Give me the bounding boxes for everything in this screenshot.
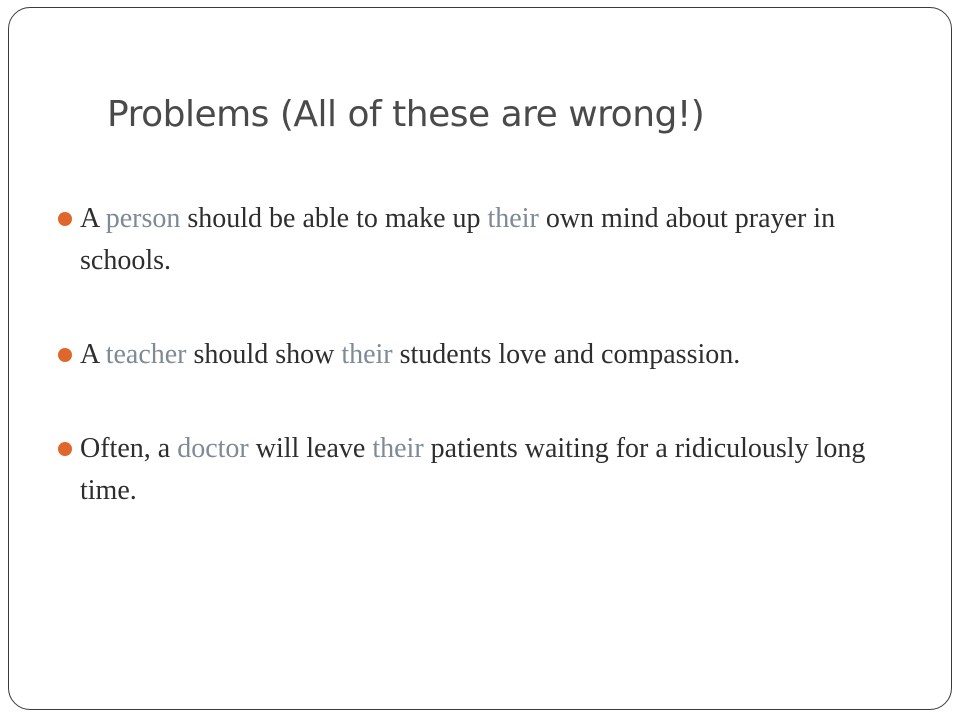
text-segment: students love and compassion.	[392, 339, 741, 370]
highlighted-word: their	[372, 433, 424, 464]
bullet-dot-icon	[58, 348, 72, 362]
bullet-dot-icon	[58, 442, 72, 456]
bullet-dot-icon	[58, 212, 72, 226]
text-segment: should show	[186, 339, 342, 370]
text-segment: Often, a	[80, 433, 178, 464]
slide-title: Problems (All of these are wrong!)	[107, 94, 705, 135]
text-segment: A	[80, 339, 106, 370]
highlighted-word: doctor	[177, 433, 249, 464]
text-segment: A	[80, 203, 106, 234]
text-segment: will leave	[248, 433, 373, 464]
slide	[8, 7, 952, 710]
bullet-item	[55, 428, 915, 512]
bullet-text	[80, 433, 865, 506]
text-segment: should be able to make up	[180, 203, 488, 234]
highlighted-word: their	[341, 339, 393, 370]
highlighted-word: their	[487, 203, 539, 234]
bullet-text	[80, 203, 835, 276]
highlighted-word: teacher	[105, 339, 187, 370]
bullet-item	[55, 334, 915, 376]
bullet-text	[80, 339, 740, 370]
text-segment: own mind about prayer in schools.	[80, 203, 836, 276]
text-segment: patients waiting for a ridiculously long time.	[80, 433, 866, 506]
bullet-item	[55, 198, 915, 282]
highlighted-word: person	[105, 203, 181, 234]
bullet-list	[55, 198, 915, 564]
